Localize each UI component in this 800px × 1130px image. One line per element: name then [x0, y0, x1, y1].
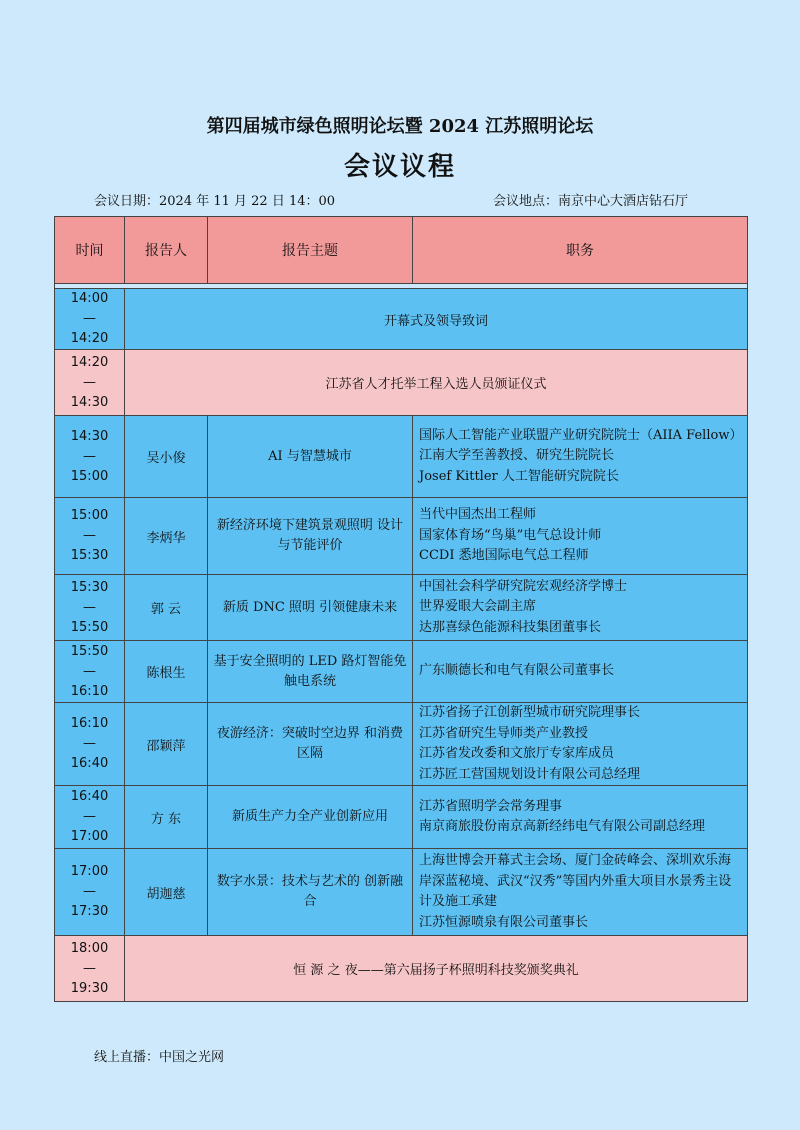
role-line: 江南大学至善教授、研究生院院长	[419, 448, 615, 464]
meeting-venue: 会议地点：南京中心大酒店钻石厅	[493, 194, 689, 209]
session-title: 恒 源 之 夜——第六届扬子杯照明科技奖颁奖典礼	[125, 936, 748, 1002]
end-time: 15:00	[70, 468, 109, 484]
time-cell	[55, 498, 125, 575]
start-time: 14:00	[70, 291, 109, 306]
end-time: 19:30	[70, 980, 109, 996]
end-time: 16:40	[70, 756, 109, 771]
column-header-speaker: 报告人	[125, 217, 208, 284]
agenda-row	[55, 849, 748, 936]
speaker-name: 邵颖萍	[125, 703, 208, 786]
end-time: 14:20	[70, 331, 109, 346]
start-time: 14:30	[70, 428, 109, 444]
time-dash: —	[83, 809, 96, 824]
agenda-row	[55, 936, 748, 1002]
agenda-table	[54, 216, 748, 1002]
speaker-name: 胡迦慈	[125, 849, 208, 936]
start-time: 15:30	[70, 579, 109, 595]
time-dash: —	[83, 311, 96, 326]
column-header-time: 时间	[55, 217, 125, 284]
meeting-date: 会议日期：2024 年 11 月 22 日 14：00	[94, 194, 336, 209]
start-time: 17:00	[70, 864, 109, 879]
speaker-roles	[413, 416, 748, 498]
end-time: 17:30	[70, 904, 109, 919]
time-dash: —	[83, 960, 96, 976]
column-header-topic: 报告主题	[208, 217, 413, 284]
report-topic: 新质 DNC 照明 引领健康未来	[208, 575, 413, 641]
time-cell	[55, 703, 125, 786]
session-title: 开幕式及领导致词	[125, 289, 748, 350]
role-line: 当代中国杰出工程师	[419, 507, 537, 523]
start-time: 15:50	[70, 643, 109, 659]
report-topic: 新经济环境下建筑景观照明 设计与节能评价	[208, 498, 413, 575]
agenda-row	[55, 416, 748, 498]
time-cell	[55, 350, 125, 416]
time-dash: —	[83, 884, 96, 899]
end-time: 15:30	[70, 548, 109, 563]
time-cell	[55, 641, 125, 703]
role-line: 广东顺德长和电气有限公司董事长	[419, 663, 615, 679]
time-cell	[55, 575, 125, 641]
end-time: 17:00	[70, 829, 109, 844]
time-cell	[55, 849, 125, 936]
start-time: 15:00	[70, 508, 109, 523]
end-time: 16:10	[70, 683, 109, 699]
report-topic: 数字水景：技术与艺术的 创新融合	[208, 849, 413, 936]
live-stream-note: 线上直播：中国之光网	[94, 1050, 225, 1065]
speaker-name: 方 东	[125, 786, 208, 849]
agenda-row	[55, 575, 748, 641]
speaker-name: 陈根生	[125, 641, 208, 703]
agenda-row	[55, 641, 748, 703]
role-line: 世界爱眼大会副主席	[419, 599, 537, 615]
report-topic: 基于安全照明的 LED 路灯智能免触电系统	[208, 641, 413, 703]
end-time: 14:30	[70, 394, 109, 410]
role-line: 达那喜绿色能源科技集团董事长	[419, 619, 602, 635]
agenda-row	[55, 498, 748, 575]
speaker-name: 郭 云	[125, 575, 208, 641]
conference-title: 第四届城市绿色照明论坛暨 2024 江苏照明论坛	[206, 116, 594, 137]
role-line: 江苏省扬子江创新型城市研究院理事长	[419, 705, 641, 720]
agenda-row	[55, 289, 748, 350]
time-cell	[55, 289, 125, 350]
speaker-name: 吴小俊	[125, 416, 208, 498]
speaker-roles	[413, 786, 748, 849]
page-title: 会议议程	[343, 152, 456, 182]
speaker-roles	[413, 703, 748, 786]
speaker-roles	[413, 641, 748, 703]
time-cell	[55, 936, 125, 1002]
time-cell	[55, 786, 125, 849]
table-header-row	[55, 217, 748, 284]
time-dash: —	[83, 448, 96, 464]
start-time: 16:10	[70, 716, 109, 731]
speaker-roles	[413, 849, 748, 936]
time-dash: —	[83, 374, 96, 390]
speaker-roles	[413, 575, 748, 641]
role-line: 国家体育场“鸟巢”电气总设计师	[419, 527, 602, 543]
report-topic: AI 与智慧城市	[208, 416, 413, 498]
report-topic: 新质生产力全产业创新应用	[208, 786, 413, 849]
role-line: Josef Kittler 人工智能研究院院长	[419, 468, 619, 484]
agenda-row	[55, 350, 748, 416]
column-header-role: 职务	[413, 217, 748, 284]
time-dash: —	[83, 663, 96, 679]
end-time: 15:50	[70, 619, 109, 635]
role-line: 江苏省发改委和文旅厅专家库成员	[419, 746, 615, 761]
time-dash: —	[83, 736, 96, 751]
start-time: 18:00	[70, 940, 109, 956]
role-line: 江苏恒源喷泉有限公司董事长	[419, 914, 589, 930]
role-line: 国际人工智能产业联盟产业研究院院士（AIIA Fellow）	[419, 427, 743, 443]
role-line: 江苏省照明学会常务理事	[419, 798, 563, 814]
role-line: 江苏省研究生导师类产业教授	[419, 725, 589, 741]
agenda-row	[55, 703, 748, 786]
role-line: 南京商旅股份南京高新经纬电气有限公司副总经理	[419, 819, 706, 834]
start-time: 14:20	[70, 354, 109, 370]
speaker-roles	[413, 498, 748, 575]
role-line: CCDI 悉地国际电气总工程师	[419, 548, 589, 564]
report-topic: 夜游经济：突破时空边界 和消费区隔	[208, 703, 413, 786]
time-dash: —	[83, 599, 96, 615]
session-title: 江苏省人才托举工程入选人员颁证仪式	[125, 350, 748, 416]
speaker-name: 李炳华	[125, 498, 208, 575]
time-dash: —	[83, 528, 96, 543]
time-cell	[55, 416, 125, 498]
role-line: 江苏匠工营国规划设计有限公司总经理	[419, 766, 641, 782]
role-line: 上海世博会开幕式主会场、厦门金砖峰会、深圳欢乐海岸深蓝秘境、武汉“汉秀”等国内外重大项目水景秀主设计及施工承建	[419, 853, 732, 909]
role-line: 中国社会科学研究院宏观经济学博士	[419, 578, 628, 594]
start-time: 16:40	[70, 789, 109, 804]
agenda-row	[55, 786, 748, 849]
